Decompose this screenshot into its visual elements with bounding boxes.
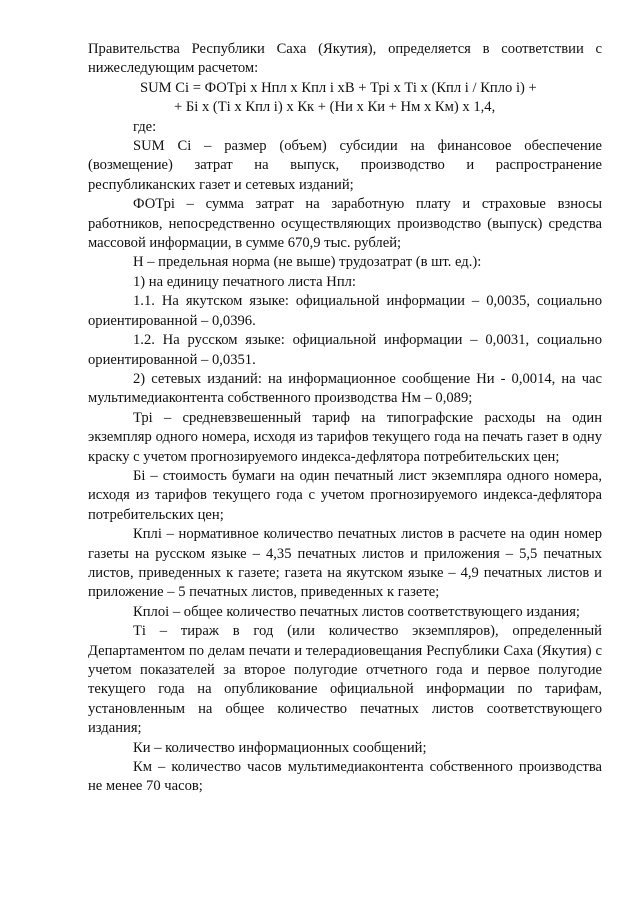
definition-sum-ci: SUM Ci – размер (объем) субсидии на финансовое обеспечение (возмещение) затрат на выпуск, производство и распространение республиканских газет и сетевых изданий; [88,138,602,193]
formula-line-1: SUM Ci = ФОТрi х Нпл х Кпл i хВ + Трi х Ti х (Кпл i / Кпло i) + [140,79,537,96]
definition-ki: Ки – количество информационных сообщений; [133,739,427,756]
definition-norm: Н – предельная норма (не выше) трудозатрат (в шт. ед.): [133,254,482,271]
where-label: где: [133,118,157,135]
definition-km: Км – количество часов мультимедиаконтента собственного производства не менее 70 часов; [88,759,602,795]
norm-item-2: 2) сетевых изданий: на информационное сообщение Ни - 0,0014, на час мультимедиаконтента собственного производства Нм – 0,089; [88,370,602,407]
norm-item-1-2: 1.2. На русском языке: официальной информации – 0,0031, социально ориентированной – 0,0351. [88,332,602,368]
norm-item-1: 1) на единицу печатного листа Нпл: [133,273,356,290]
definition-kpl: Кплi – нормативное количество печатных листов в расчете на один номер газеты на русском языке – 4,35 печатных листов и приложения – 5,5 печатных листов, приведенных к газете; газета на якутском языке – 4,9 печатных листов и приложение – 5 печатных листов, приведенных к газете; [88,526,602,601]
intro-paragraph: Правительства Республики Саха (Якутия), определяется в соответствии с нижеследующим расчетом: [88,41,602,77]
formula-line-2: + Бi х (Тi х Кпл i) х Кк + (Ни х Ки + Нм х Км) х 1,4, [174,99,496,116]
definition-t: Тi – тираж в год (или количество экземпляров), определенный Департаментом по делам печати и телерадиовещания Республики Саха (Якутия) с учетом показателей за второе полугодие отчетного года и первое полугодие текущего года на опубликование официальной информации по тарифам, установленным на общее количество печатных листов соответствующего издания; [88,623,602,737]
definition-tr: Трi – средневзвешенный тариф на типографские расходы на один экземпляр одного номера, исходя из тарифов текущего года на печать газет в одну краску с учетом прогнозируемого индекса-дефлятора потребительских цен; [88,409,602,465]
norm-item-1-1: 1.1. На якутском языке: официальной информации – 0,0035, социально ориентированной – 0,0396. [88,293,602,329]
definition-fot: ФОТрi – сумма затрат на заработную плату и страховые взносы работников, непосредственно осуществляющих производство (выпуск) средства массовой информации, в сумме 670,9 тыс. рублей; [88,196,602,252]
definition-b: Бi – стоимость бумаги на один печатный лист экземпляра одного номера, исходя из тарифов текущего года с учетом прогнозируемого индекса-дефлятора потребительских цен; [88,467,602,523]
subsidy-formula [88,79,602,118]
definition-kplo: Кплоi – общее количество печатных листов соответствующего издания; [133,603,580,620]
